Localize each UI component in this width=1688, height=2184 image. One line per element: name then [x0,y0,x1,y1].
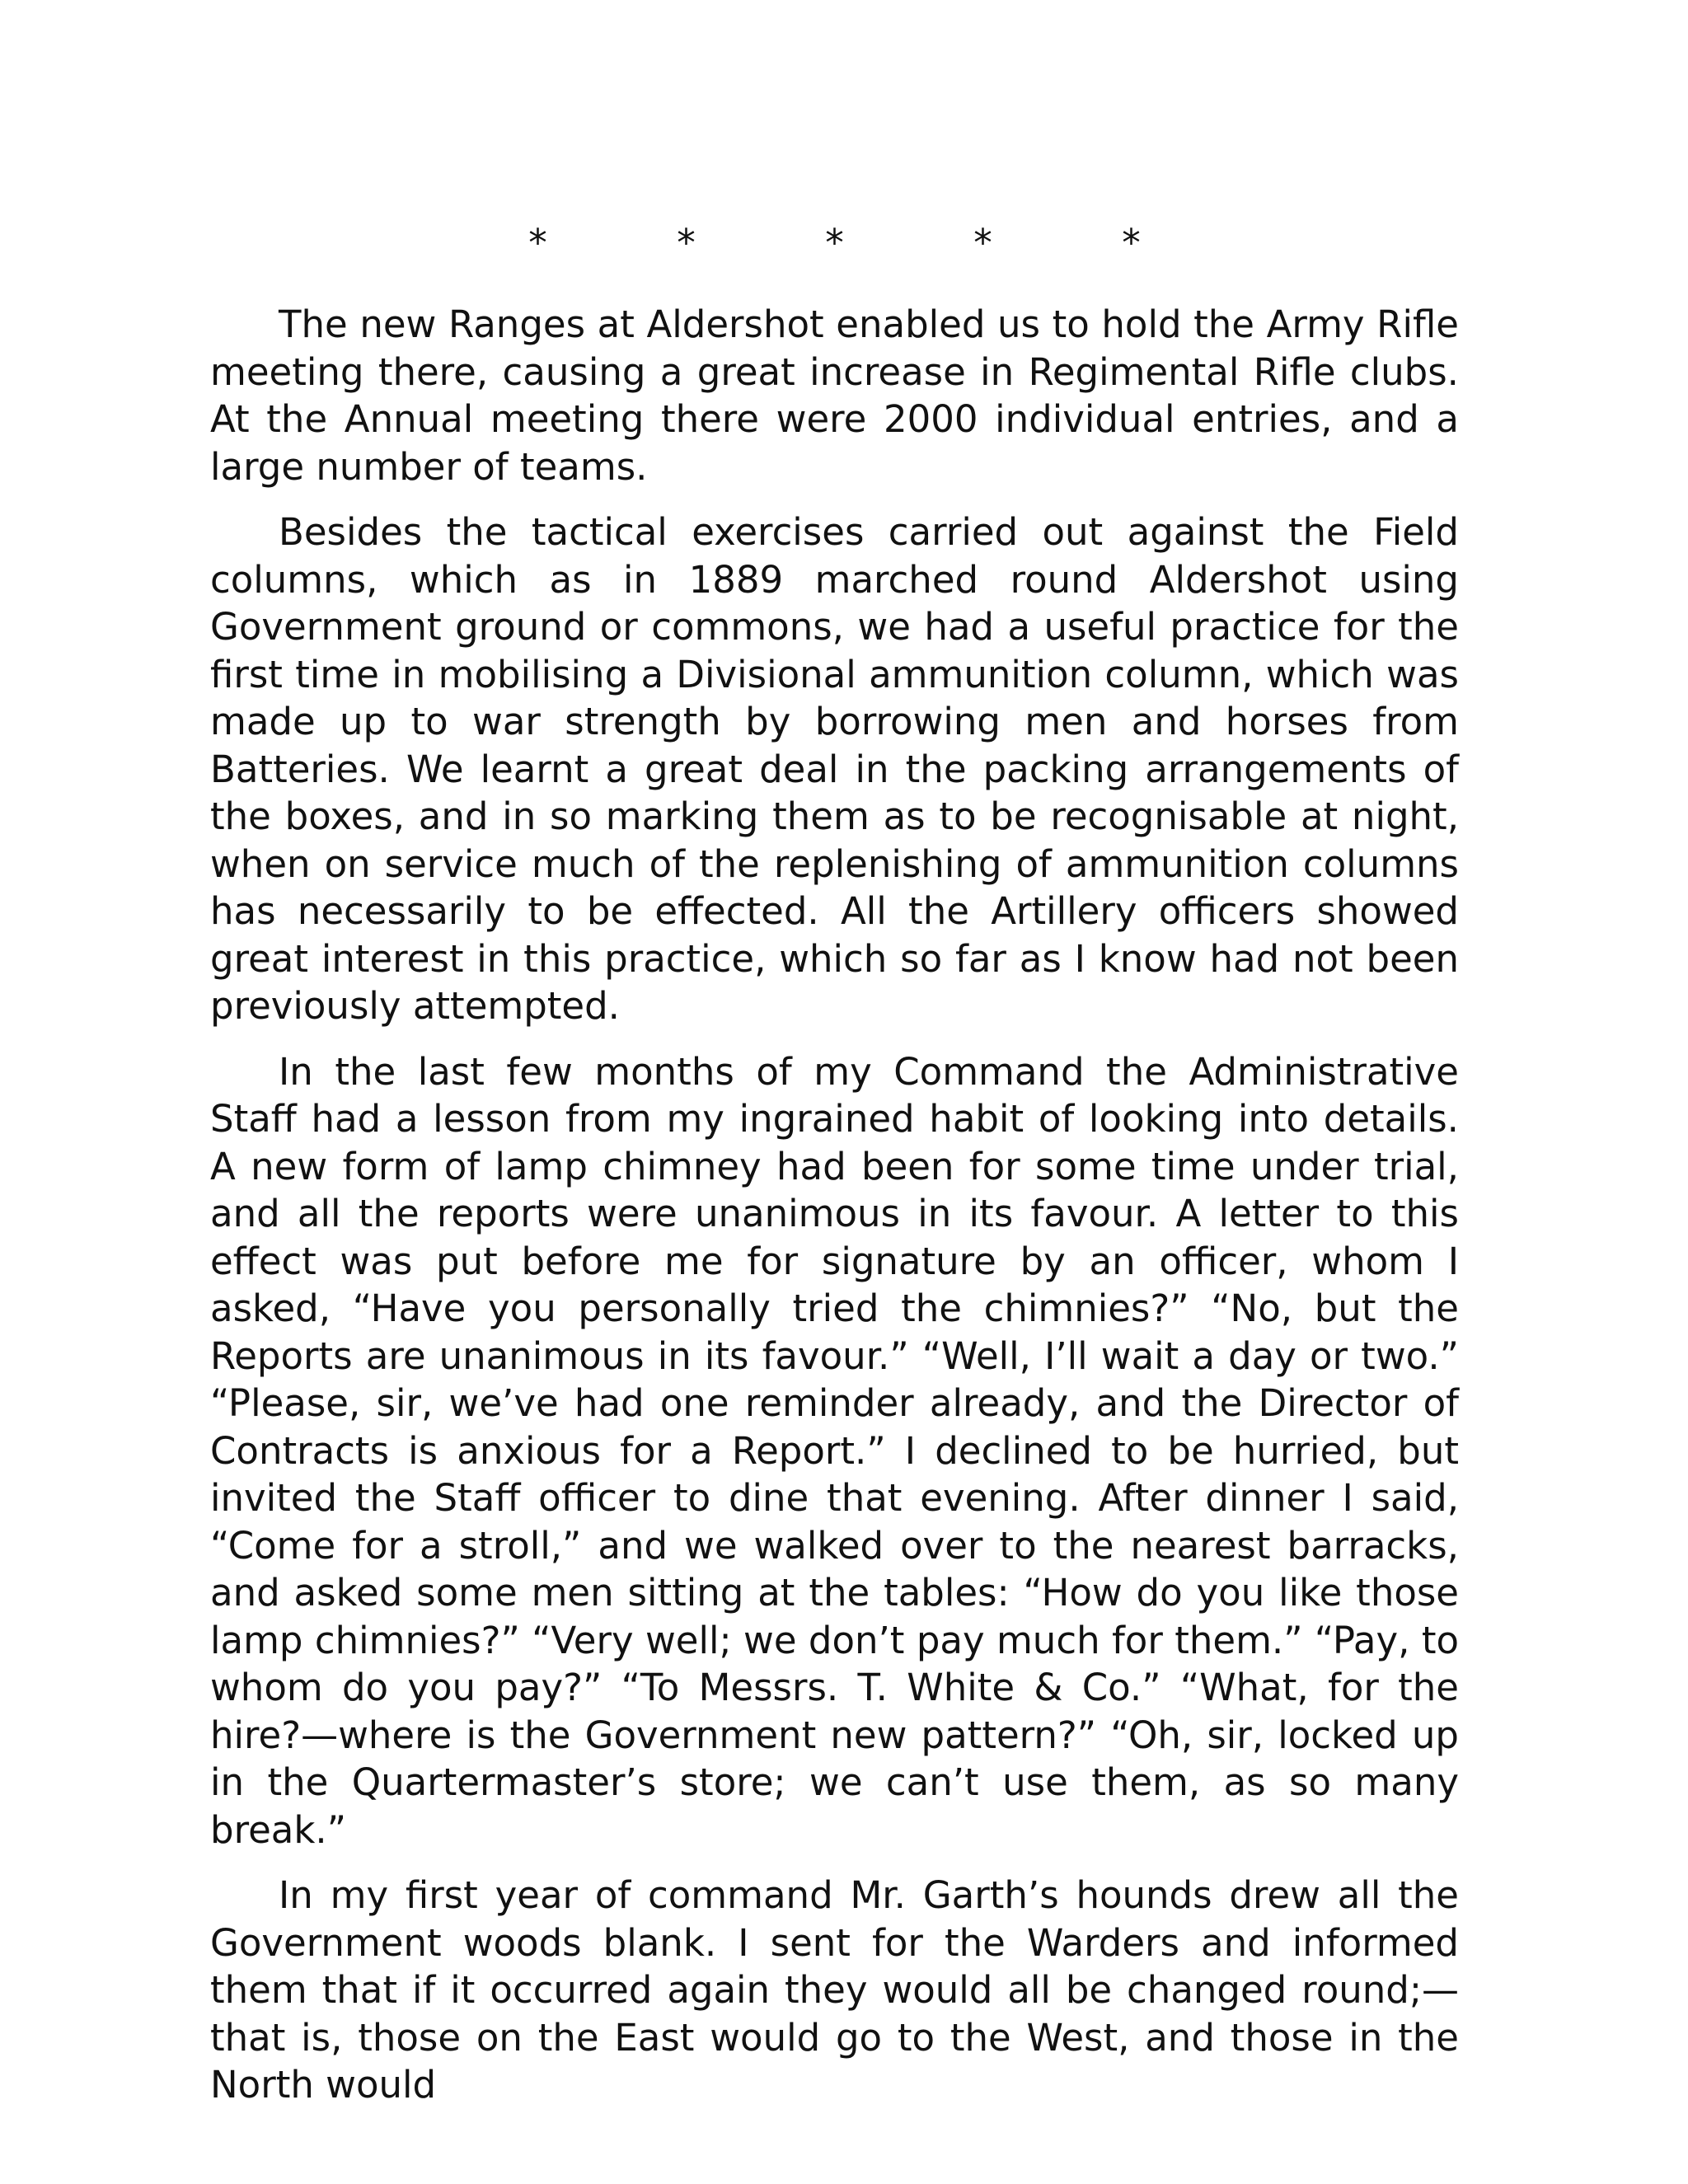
paragraph-rifle-meeting: The new Ranges at Aldershot enabled us to hold the Army Rifle meeting there, causing a great increase in Regimental Rifle clubs. At the Annual meeting there were 2000 individual entries, and a large number of teams. [210,302,1459,489]
asterisk-5: * [1122,221,1141,265]
text-body [210,218,1459,2127]
asterisk-2: * [677,221,696,265]
asterisk-1: * [528,221,547,265]
section-break-asterisks [210,218,1459,268]
paragraph-hounds: In my first year of command Mr. Garth’s hounds drew all the Government woods blank. I sent for the Warders and informed them that if it occurred again they would all be changed round;—that is, those on the East would go to the West, and those in the North would [210,1873,1459,2107]
asterisk-3: * [825,221,844,265]
asterisk-4: * [973,221,992,265]
paragraph-ammunition-column: Besides the tactical exercises carried out against the Field columns, which as in 1889 marched round Aldershot using Government ground or commons, we had a useful practice for the first time in mobilising a Divisional ammunition column, which was made up to war strength by borrowing men and horses from Batteries. We learnt a great deal in the packing arrangements of the boxes, and in so marking them as to be recognisable at night, when on service much of the replenishing of ammunition columns has necessarily to be effected. All the Artillery officers showed great interest in this practice, which so far as I know had not been previously attempted. [210,510,1459,1028]
paragraph-lamp-chimney: In the last few months of my Command the Administrative Staff had a lesson from my ingrained habit of looking into details. A new form of lamp chimney had been for some time under trial, and all the reports were unanimous in its favour. A letter to this effect was put before me for signature by an officer, whom I asked, “Have you personally tried the chimnies?” “No, but the Reports are unanimous in its favour.” “Well, I’ll wait a day or two.” “Please, sir, we’ve had one reminder already, and the Director of Contracts is anxious for a Report.” I declined to be hurried, but invited the Staff officer to dine that evening. After dinner I said, “Come for a stroll,” and we walked over to the nearest barracks, and asked some men sitting at the tables: “How do you like those lamp chimnies?” “Very well; we don’t pay much for them.” “Pay, to whom do you pay?” “To Messrs. T. White & Co.” “What, for the hire?—where is the Government new pattern?” “Oh, sir, locked up in the Quartermaster’s store; we can’t use them, as so many break.” [210,1049,1459,1852]
